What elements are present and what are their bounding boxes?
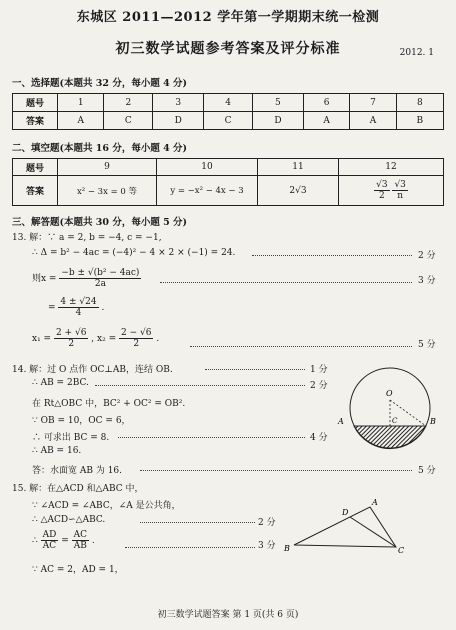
q13-score-5: 5 分 — [418, 340, 436, 350]
q14-line6: ∴ AB = 16. — [32, 446, 82, 456]
q15-score-3: 3 分 — [258, 541, 276, 551]
answer-cell: y = −x² − 4x − 3 — [157, 176, 258, 206]
dotted-leader — [190, 340, 412, 347]
q15-line3: ∴ △ACD∽△ABC. — [32, 515, 106, 525]
fraction: $\frac{4 \pm √24}{4}$ — [60, 297, 97, 318]
q-number: 4 — [204, 94, 253, 112]
q14-score-4: 4 分 — [310, 433, 328, 443]
label-c: C — [392, 417, 398, 425]
q-number: 3 — [153, 94, 204, 112]
q13-line4: = $\frac{4 \pm √24}{4}$ . — [48, 297, 105, 318]
q13-score-2: 2 分 — [418, 251, 436, 261]
q14-score-2: 2 分 — [310, 381, 328, 391]
section3-heading: 三、解答题(本题共 30 分，每小题 5 分) — [12, 217, 188, 228]
row-label-answer: 答案 — [13, 112, 58, 130]
q15-line1: 15. 解：在△ACD 和△ABC 中， — [12, 484, 144, 494]
document-date: 2012. 1 — [399, 48, 434, 58]
q14-score-1: 1 分 — [310, 365, 328, 375]
q15-line2: ∵ ∠ACD = ∠ABC，∠A 是公共角， — [32, 501, 181, 511]
q-number: 1 — [58, 94, 104, 112]
q14-line4: ∵ OB = 10，OC = 6， — [32, 416, 131, 426]
q15-line5: ∵ AC = 2，AD = 1， — [32, 565, 124, 575]
q14-line5: ∴ 可求出 BC = 8. — [32, 433, 110, 443]
q14-circle-figure — [330, 360, 448, 460]
answer-cell: D — [153, 112, 204, 130]
label-o: O — [386, 389, 393, 398]
dotted-leader — [140, 464, 412, 471]
section2-heading: 二、填空题(本题共 16 分，每小题 4 分) — [12, 143, 188, 154]
fraction: $\frac{√3}{2}$ — [376, 180, 388, 201]
document-subtitle: 初三数学试题参考答案及评分标准 — [115, 41, 341, 57]
answer-cell: A — [58, 112, 104, 130]
dotted-leader — [118, 431, 305, 438]
label-c: C — [398, 546, 405, 555]
section1-heading: 一、选择题(本题共 32 分，每小题 4 分) — [12, 78, 188, 89]
q14-line2: ∴ AB = 2BC. — [32, 378, 89, 388]
label-d: D — [342, 508, 349, 517]
dotted-leader — [125, 541, 255, 548]
q14-line7: 答：水面宽 AB 为 16. — [32, 466, 123, 476]
q13-line5: x₁ = $\frac{2 + √6}{2}$ , x₂ = $\frac{2 - √6}{2}$ . — [32, 328, 160, 349]
segment-dc — [350, 517, 396, 547]
section1-table — [12, 93, 444, 130]
fraction: $\frac{2 + √6}{2}$ — [55, 328, 87, 349]
dotted-leader — [160, 276, 412, 283]
q15-score-2: 2 分 — [258, 518, 276, 528]
q-number: 2 — [104, 94, 153, 112]
q14-line3: 在 Rt△OBC 中，BC² + OC² = OB². — [32, 399, 186, 409]
answer-cell: A — [303, 112, 349, 130]
answer-cell: D — [252, 112, 303, 130]
q13-score-3: 3 分 — [418, 276, 436, 286]
fraction: $\frac{2 - √6}{2}$ — [120, 328, 152, 349]
quadratic-formula: $\frac{\text{−b ± √(b² − 4ac)}}{2a}$ — [61, 268, 140, 289]
q-number: 7 — [350, 94, 396, 112]
q14-line1: 14. 解：过 O 点作 OC⊥AB，连结 OB. — [12, 365, 173, 375]
q13-line2: ∴ Δ = b² − 4ac = (−4)² − 4 × 2 × (−1) = 24. — [32, 248, 236, 258]
q-number: 6 — [303, 94, 349, 112]
label-a: A — [338, 417, 344, 426]
label-b: B — [284, 544, 290, 553]
answer-cell: C — [204, 112, 253, 130]
document-title: 东城区 2011—2012 学年第一学期期末统一检测 — [76, 10, 380, 25]
answer-cell-12 — [339, 176, 444, 206]
answer-cell: A — [350, 112, 396, 130]
label-a: A — [372, 498, 378, 507]
answer-cell: C — [104, 112, 153, 130]
label-b: B — [430, 417, 436, 426]
fraction: $\frac{√3}{n}$ — [394, 180, 406, 201]
dotted-leader — [205, 363, 305, 370]
dotted-leader — [252, 249, 412, 256]
q-number: 12 — [339, 159, 444, 176]
q-number: 9 — [58, 159, 157, 176]
answer-cell: 2√3 — [258, 176, 339, 206]
q13-line3: 则x = $\frac{\text{−b ± √(b² − 4ac)}}{2a}$ — [32, 268, 140, 289]
dotted-leader — [140, 516, 255, 523]
row-label-number: 题号 — [13, 94, 58, 112]
q-number: 11 — [258, 159, 339, 176]
q-number: 8 — [396, 94, 443, 112]
page-footer: 初三数学试题答案 第 1 页(共 6 页) — [157, 610, 299, 620]
row-label-number: 题号 — [13, 159, 58, 176]
q-number: 10 — [157, 159, 258, 176]
q15-line4: ∴ $\frac{AD}{AC}$ = $\frac{AC}{AB}$ . — [32, 530, 95, 551]
row-label-answer: 答案 — [13, 176, 58, 206]
answer-cell: B — [396, 112, 443, 130]
fraction: $\frac{AD}{AC}$ — [42, 530, 57, 551]
q14-score-5: 5 分 — [418, 466, 436, 476]
q-number: 5 — [252, 94, 303, 112]
answer-cell: x² − 3x = 0 等 — [58, 176, 157, 206]
section2-table — [12, 158, 444, 206]
fraction: $\frac{AC}{AB}$ — [73, 530, 88, 551]
q13-line1: 13. 解：∵ a = 2, b = −4, c = −1, — [12, 233, 162, 243]
q15-triangle-figure — [282, 495, 412, 557]
dotted-leader — [95, 379, 305, 386]
water-region — [354, 426, 426, 449]
